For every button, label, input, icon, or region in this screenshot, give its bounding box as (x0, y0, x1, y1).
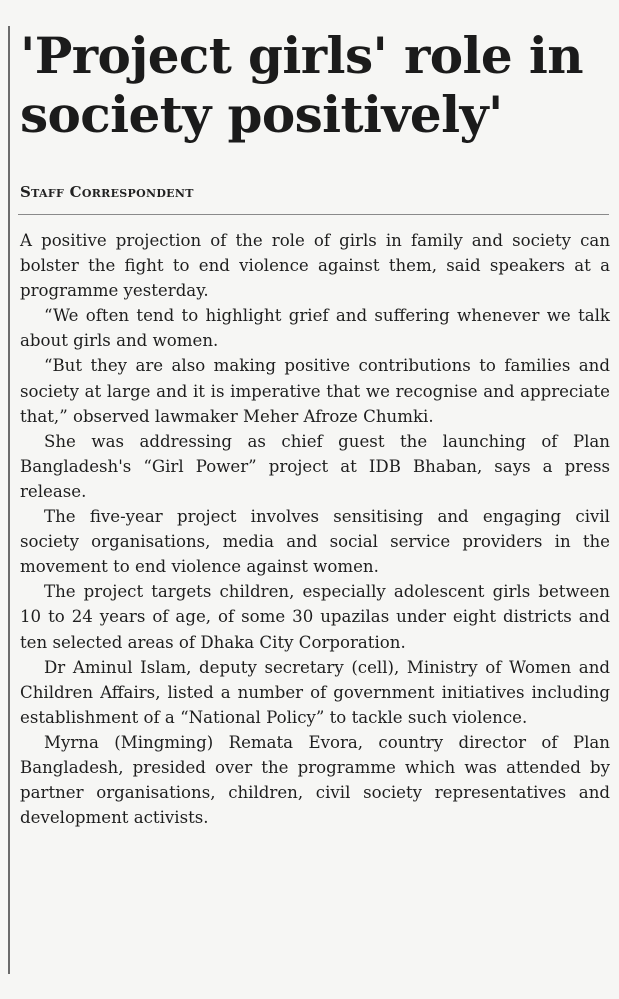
headline-line-2: society positively' (20, 85, 503, 144)
paragraph: “But they are also making positive contributions to families and society at large and it is imperative that we recognise and appreciate that,” observed lawmaker Meher Afroze Chumki. (20, 356, 610, 426)
column-rule (8, 26, 10, 974)
byline-divider (18, 214, 609, 215)
headline (20, 26, 615, 144)
paragraph: Dr Aminul Islam, deputy secretary (cell), Ministry of Women and Children Affairs, listed a number of government initiatives including establishment of a “National Policy” to tackle such violence. (20, 657, 610, 727)
paragraph: She was addressing as chief guest the launching of Plan Bangladesh's “Girl Power” project at IDB Bhaban, says a press release. (20, 431, 610, 501)
paragraph: The project targets children, especially adolescent girls between 10 to 24 years of age, of some 30 upazilas under eight districts and ten selected areas of Dhaka City Corporation. (20, 582, 610, 652)
article-body (20, 228, 610, 830)
byline: Staff Correspondent (20, 183, 194, 201)
paragraph: The five-year project involves sensitising and engaging civil society organisations, media and social service providers in the movement to end violence against women. (20, 507, 610, 577)
paragraph: A positive projection of the role of girls in family and society can bolster the fight to end violence against them, said speakers at a programme yesterday. (20, 231, 610, 301)
paragraph: “We often tend to highlight grief and suffering whenever we talk about girls and women. (20, 306, 610, 351)
headline-line-1: 'Project girls' role in (20, 26, 584, 85)
paragraph: Myrna (Mingming) Remata Evora, country director of Plan Bangladesh, presided over the programme which was attended by partner organisations, children, civil society representatives and development activists. (20, 732, 610, 828)
